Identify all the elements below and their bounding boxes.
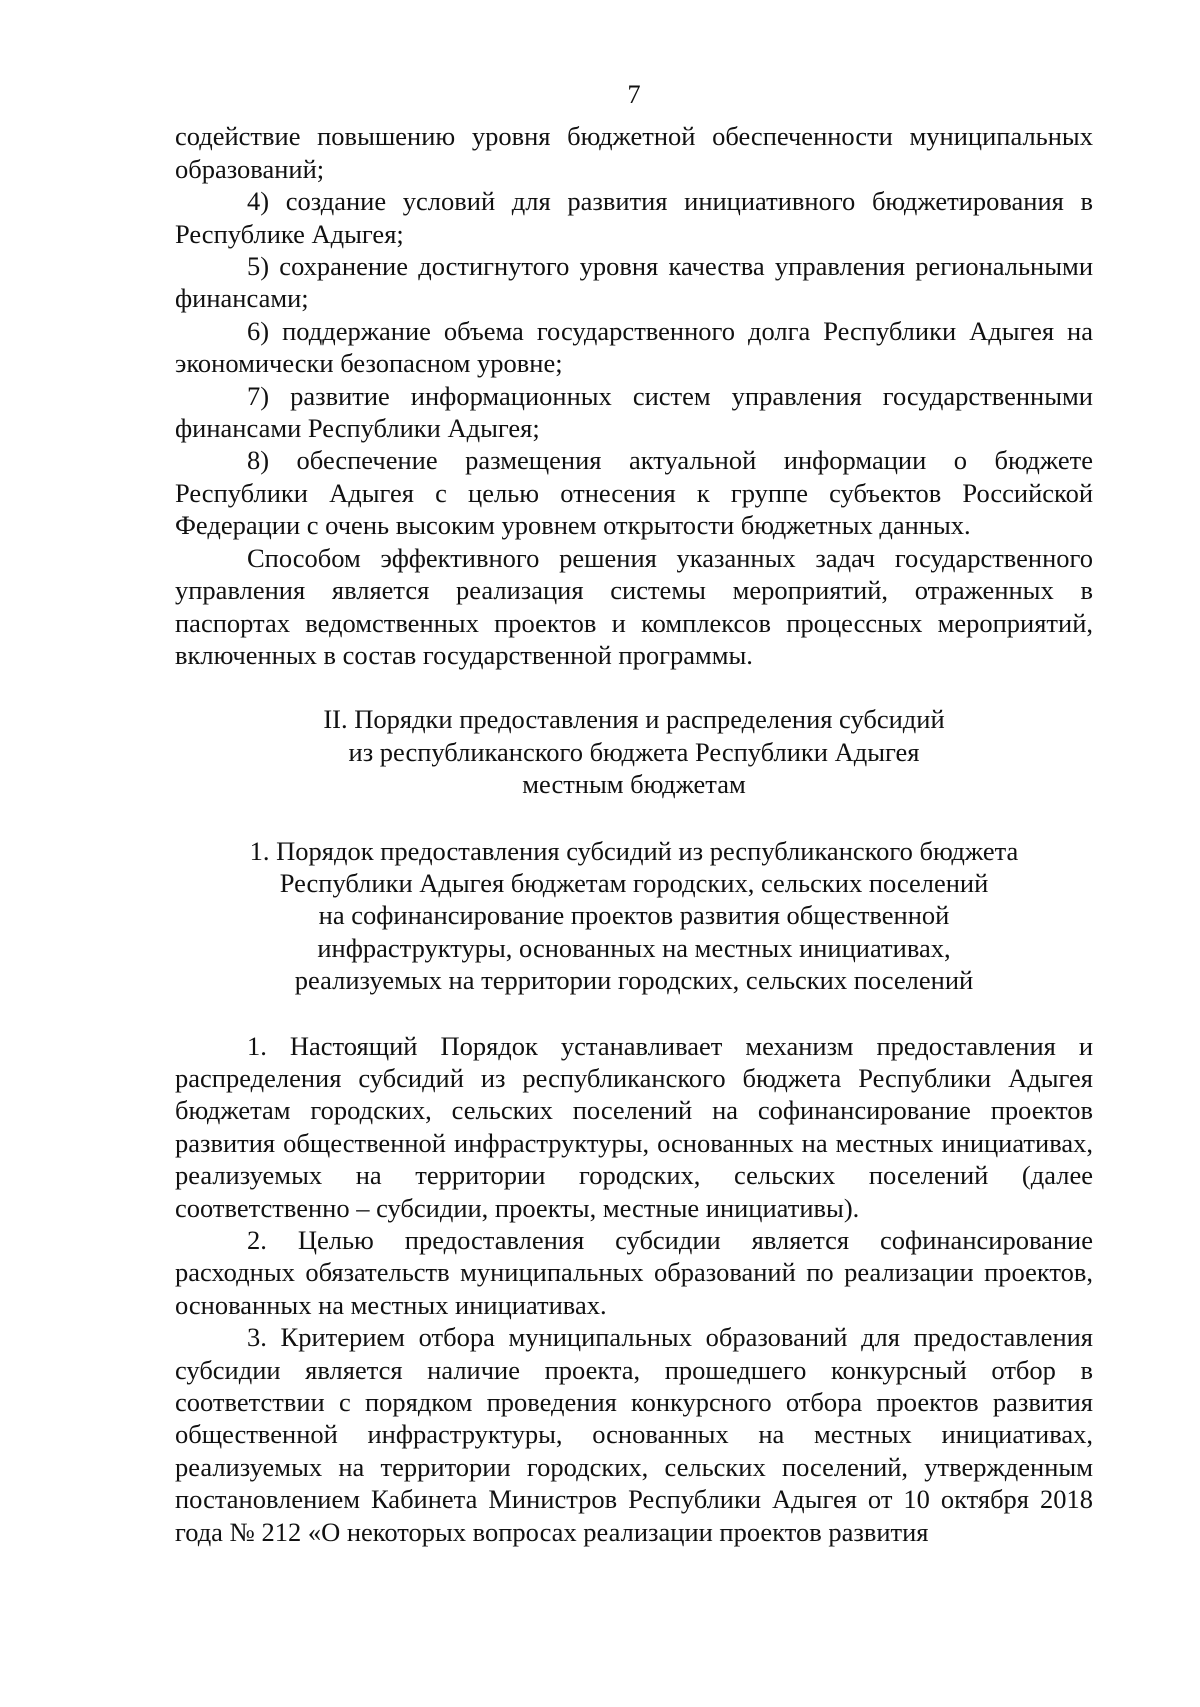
subsection-heading-line: на софинансирование проектов развития общественной xyxy=(318,900,950,931)
paragraph-continuation: содействие повышению уровня бюджетной обеспеченности муниципальных образований; xyxy=(175,121,1093,184)
list-item-8: 8) обеспечение размещения актуальной информации о бюджете Республики Адыгея с целью отнесения к группе субъектов Российской Федерации с очень высоким уровнем открытости бюджетных данных. xyxy=(175,445,1093,541)
subsection-heading-line: 1. Порядок предоставления субсидий из республиканского бюджета xyxy=(249,835,1019,866)
paragraph-method: Способом эффективного решения указанных задач государственного управления является реализация системы мероприятий, отраженных в паспортах ведомственных проектов и комплексов процессных мероприятий, включенных в состав государственной программы. xyxy=(175,542,1093,670)
subsection-heading-line: инфраструктуры, основанных на местных инициативах, xyxy=(317,932,951,963)
subsection-heading-line: реализуемых на территории городских, сельских поселений xyxy=(294,965,974,996)
list-item-7: 7) развитие информационных систем управления государственными финансами Республики Адыгея; xyxy=(175,380,1093,444)
section-heading xyxy=(175,703,1093,800)
clause-3: 3. Критерием отбора муниципальных образований для предоставления субсидии является наличие проекта, прошедшего конкурсный отбор в соответствии с порядком проведения конкурсного отбора проектов развития общественной инфраструктуры, основанных на местных инициативах, реализуемых на территории городских, сельских поселений, утвержденным постановлением Кабинета Министров Республики Адыгея от 10 октября 2018 года № 212 «О некоторых вопросах реализации проектов развития xyxy=(175,1322,1093,1547)
document-page xyxy=(175,78,1093,1548)
subsection-heading xyxy=(175,835,1093,997)
section-heading-line: из республиканского бюджета Республики Адыгея xyxy=(348,736,920,767)
section-heading-line: II. Порядки предоставления и распределения субсидий xyxy=(323,704,945,735)
clause-1: 1. Настоящий Порядок устанавливает механизм предоставления и распределения субсидий из республиканского бюджета Республики Адыгея бюджетам городских, сельских поселений на софинансирование проектов развития общественной инфраструктуры, основанных на местных инициативах, реализуемых на территории городских, сельских поселений (далее соответственно – субсидии, проекты, местные инициативы). xyxy=(175,1030,1093,1223)
list-item-6: 6) поддержание объема государственного долга Республики Адыгея на экономически безопасном уровне; xyxy=(175,315,1093,379)
list-item-5: 5) сохранение достигнутого уровня качества управления региональными финансами; xyxy=(175,251,1093,314)
clause-2: 2. Целью предоставления субсидии является софинансирование расходных обязательств муниципальных образований по реализации проектов, основанных на местных инициативах. xyxy=(175,1225,1093,1320)
section-heading-line: местным бюджетам xyxy=(522,769,746,800)
list-item-4: 4) создание условий для развития инициативного бюджетирования в Республике Адыгея; xyxy=(175,186,1093,249)
page-number: 7 xyxy=(627,79,641,109)
subsection-heading-line: Республики Адыгея бюджетам городских, сельских поселений xyxy=(279,867,989,898)
